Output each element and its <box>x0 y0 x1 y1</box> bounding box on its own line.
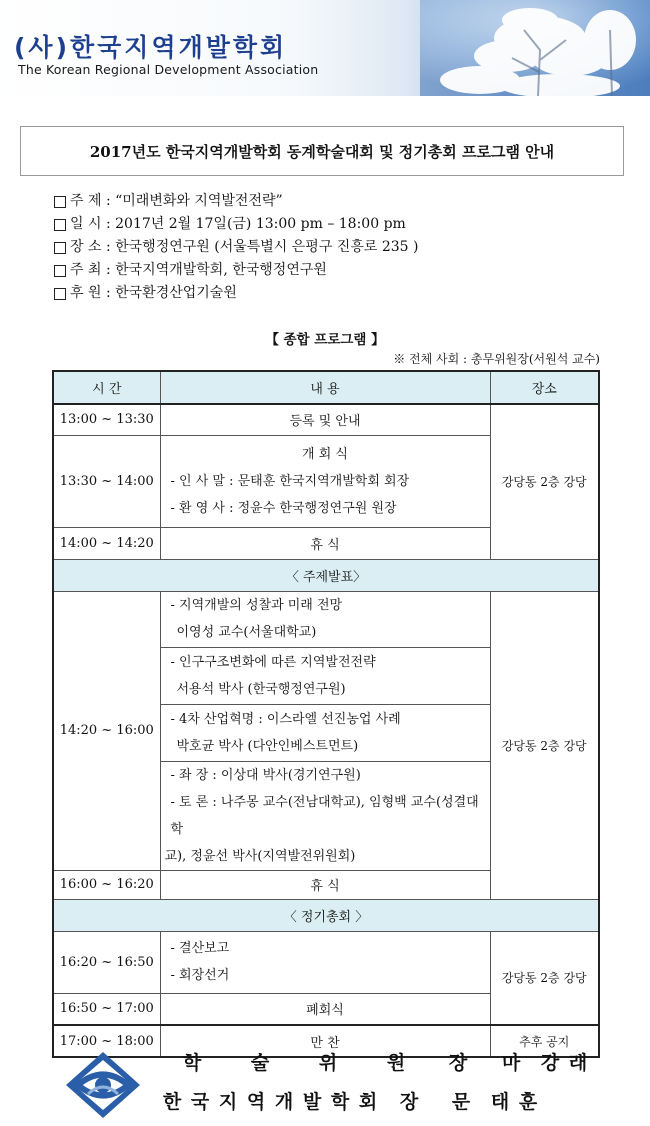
checkbox-square-icon <box>54 242 66 254</box>
signature-line-2: 한 국 지 역 개 발 학 회 장 문 태 훈 <box>162 1091 538 1113</box>
info-row-host: 주 최 : 한국지역개발학회, 한국행정연구원 <box>54 259 614 282</box>
header-banner <box>0 0 650 96</box>
table-row: - 좌 장 : 이상대 박사(경기연구원) - 토 론 : 나주몽 교수(전남대학교), 임형백 교수(성결대학 교), 정윤선 박사(지역발전위원회) <box>53 761 599 870</box>
section-row-presentation: 〈 주제발표〉 <box>53 559 599 591</box>
header-content: 내 용 <box>160 371 490 404</box>
checkbox-square-icon <box>54 196 66 208</box>
checkbox-square-icon <box>54 219 66 231</box>
place-cell: 추후 공지 <box>490 1025 599 1057</box>
place-cell: 강당동 2층 강당 <box>490 404 599 559</box>
info-row-sponsor: 후 원 : 한국환경산업기술원 <box>54 282 614 305</box>
moderator-note: ※ 전체 사회 : 총무위원장(서원석 교수) <box>393 352 600 366</box>
org-logo-english: The Korean Regional Development Association <box>18 62 319 77</box>
section-row-general-meeting: 〈 정기총회 〉 <box>53 899 599 931</box>
page-title: 2017년도 한국지역개발학회 동계학술대회 및 정기총회 프로그램 안내 <box>20 126 624 176</box>
association-emblem-icon <box>64 1050 142 1120</box>
table-row: 13:00 ~ 13:30 등록 및 안내 강당동 2층 강당 <box>53 404 599 435</box>
table-row: - 인구구조변화에 따른 지역발전전략 서용석 박사 (한국행정연구원) <box>53 647 599 704</box>
program-title: 【 종합 프로그램 】 <box>265 332 385 348</box>
checkbox-square-icon <box>54 265 66 277</box>
checkbox-square-icon <box>54 288 66 300</box>
table-row: 16:20 ~ 16:50 - 결산보고 - 회장선거 강당동 2층 강당 <box>53 931 599 993</box>
header-place: 장소 <box>490 371 599 404</box>
info-row-date: 일 시 : 2017년 2월 17일(금) 13:00 pm – 18:00 pm <box>54 213 614 236</box>
table-row: 14:00 ~ 14:20 휴 식 <box>53 527 599 559</box>
org-logo-korean: (사)한국지역개발학회 <box>14 33 288 62</box>
table-row: 16:00 ~ 16:20 휴 식 <box>53 870 599 899</box>
program-table <box>52 370 600 1058</box>
signature-line-1: 학 술 위 원 장 마 강 래 <box>182 1052 588 1074</box>
place-cell: 강당동 2층 강당 <box>490 591 599 899</box>
table-row: 16:50 ~ 17:00 폐회식 <box>53 993 599 1025</box>
info-row-venue: 장 소 : 한국행정연구원 (서울특별시 은평구 진흥로 235 ) <box>54 236 614 259</box>
table-row: - 4차 산업혁명 : 이스라엘 선진농업 사례 박호균 박사 (다안인베스트먼트) <box>53 704 599 761</box>
info-row-theme: 주 제 : “미래변화와 지역발전전략” <box>54 190 614 213</box>
snow-tree-icon <box>420 0 650 96</box>
table-row: 17:00 ~ 18:00 만 찬 추후 공지 <box>53 1025 599 1057</box>
event-info <box>54 190 614 305</box>
signature-footer <box>0 1040 650 1126</box>
place-cell: 강당동 2층 강당 <box>490 931 599 1025</box>
table-row: 13:30 ~ 14:00 개 회 식 - 인 사 말 : 문태훈 한국지역개발학회 회장 - 환 영 사 : 정윤수 한국행정연구원 원장 <box>53 435 599 527</box>
header-time: 시 간 <box>53 371 160 404</box>
table-row: 14:20 ~ 16:00 - 지역개발의 성찰과 미래 전망 이영성 교수(서울대학교) 강당동 2층 강당 <box>53 591 599 647</box>
table-header-row <box>53 371 599 404</box>
